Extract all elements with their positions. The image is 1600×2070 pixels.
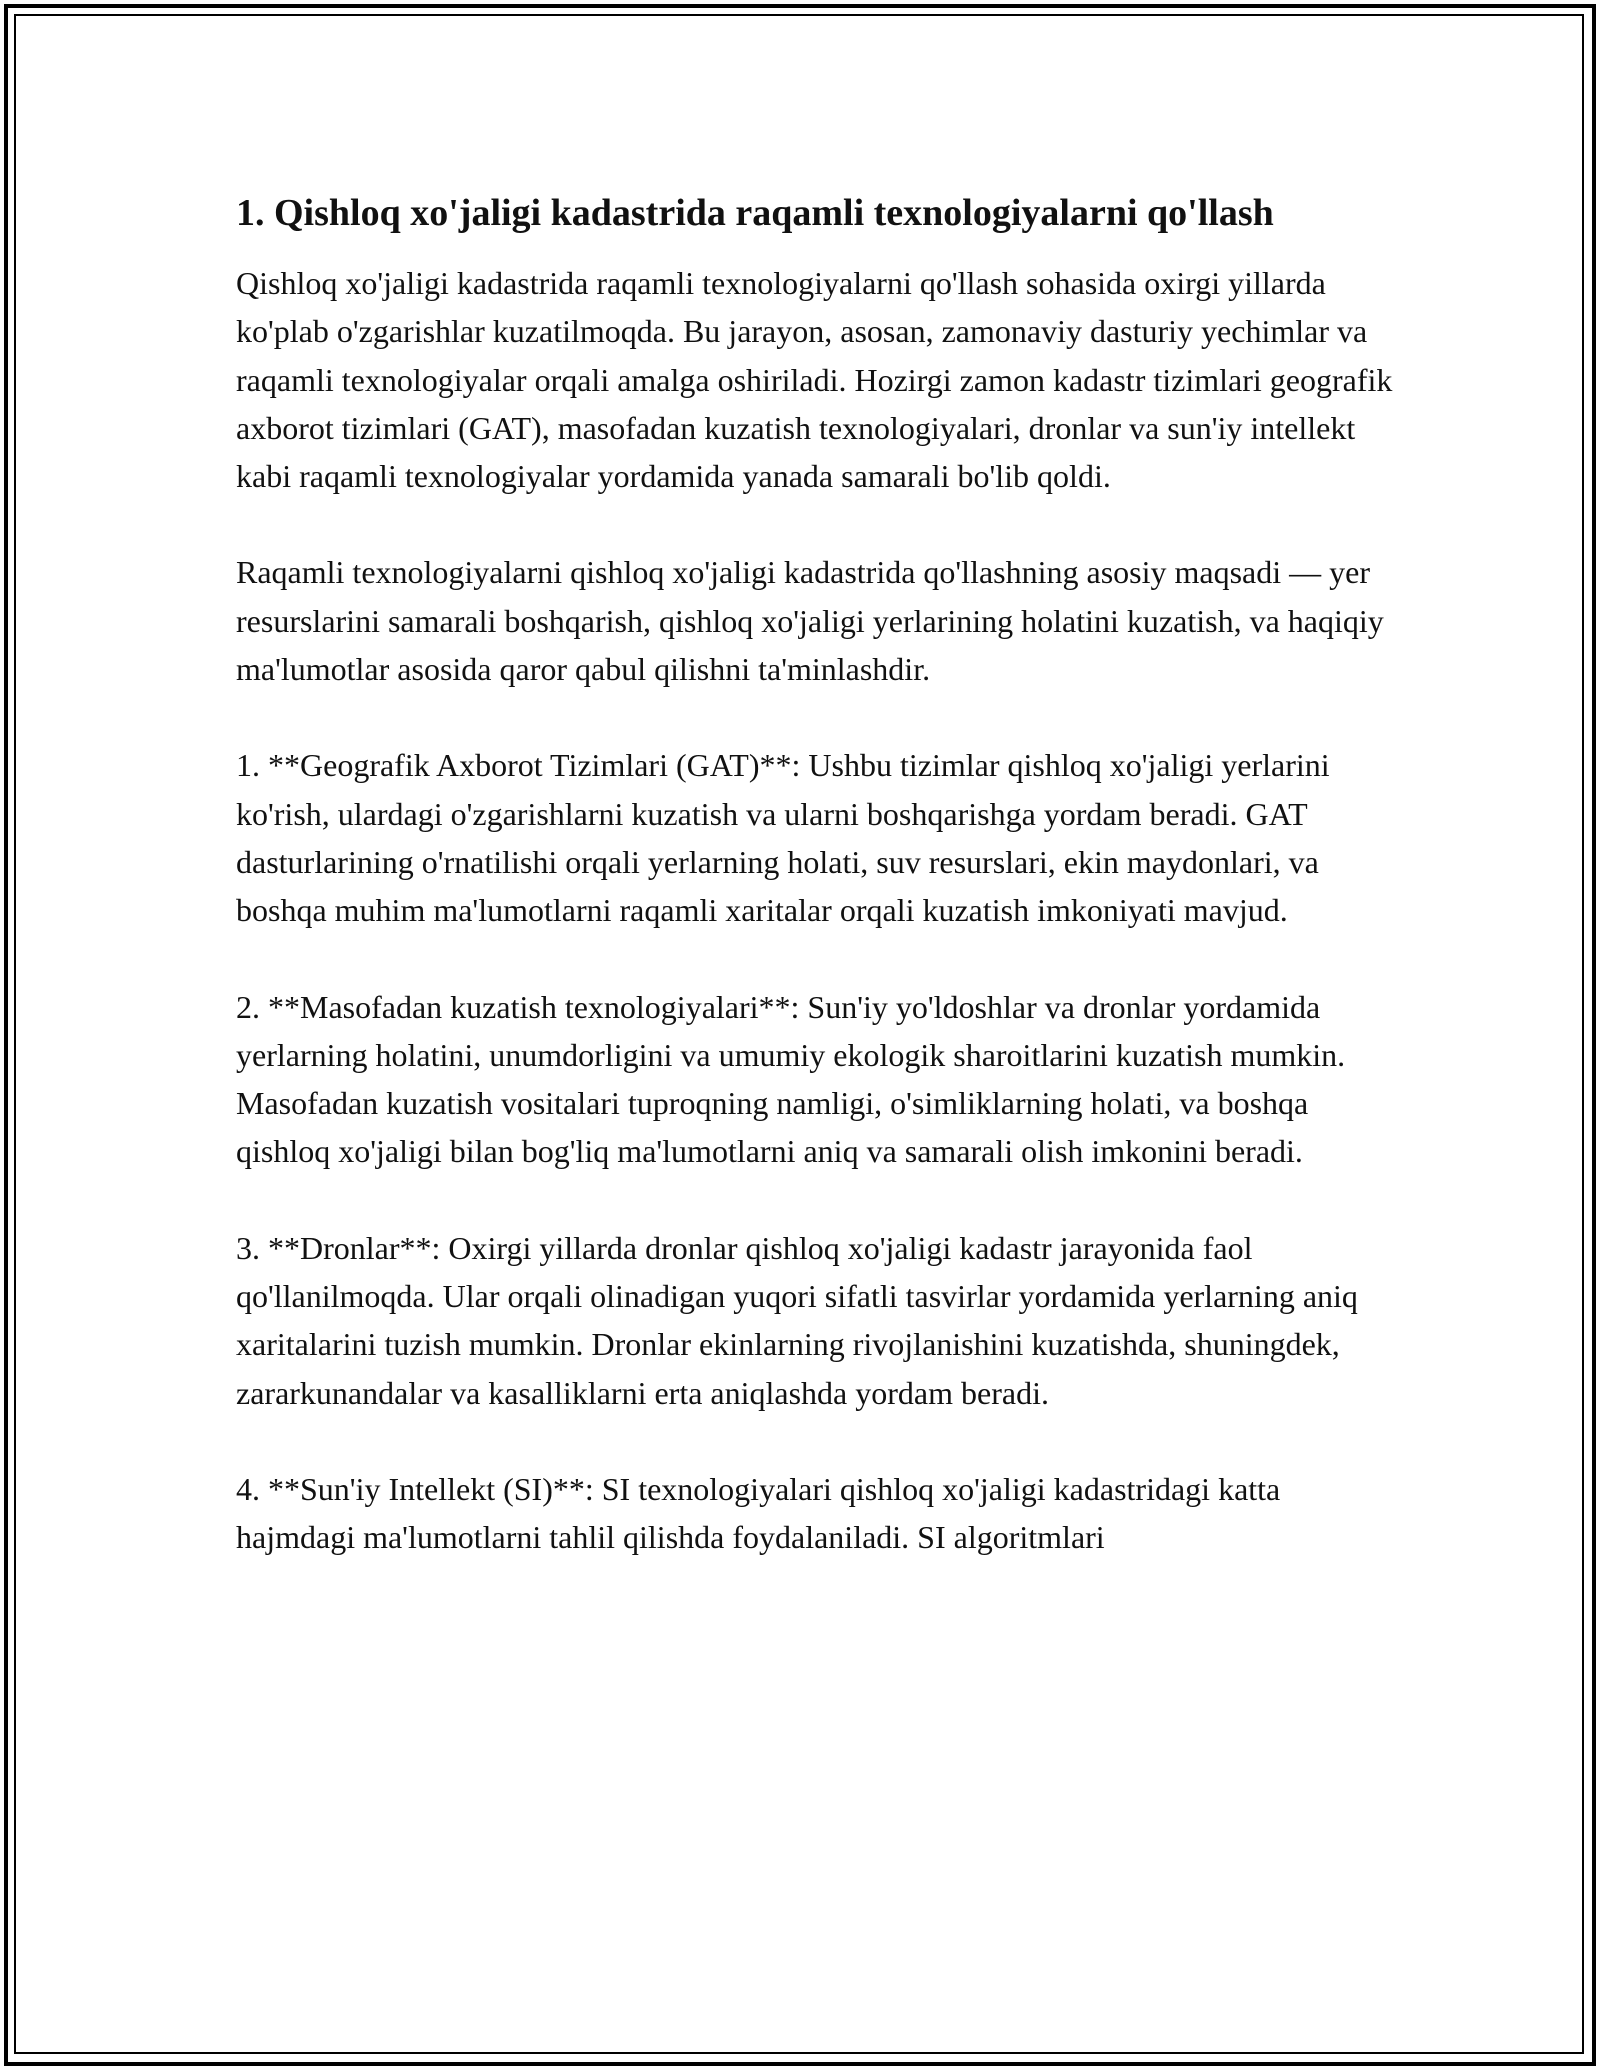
document-title: 1. Qishloq xo'jaligi kadastrida raqamli texnologiyalarni qo'llash <box>236 192 1274 234</box>
paragraph-item-remote-sensing: 2. **Masofadan kuzatish texnologiyalari**: Sun'iy yo'ldoshlar va dronlar yordamida yerlarning holatini, unumdorligini va umumiy ekologik sharoitlarini kuzatish mumkin. Masofadan kuzatish vositalari tuproqning namligi, o'simliklarning holati, va boshqa qishloq xo'jaligi bilan bog'liq ma'lumotlarni aniq va samarali olish imkonini beradi. <box>236 988 1346 1170</box>
document-body <box>236 186 1396 1610</box>
paragraph-item-ai: 4. **Sun'iy Intellekt (SI)**: SI texnologiyalari qishloq xo'jaligi kadastridagi katta hajmdagi ma'lumotlarni tahlil qilishda foydalaniladi. SI algoritmlari <box>236 1470 1281 1556</box>
paragraph-purpose: Raqamli texnologiyalarni qishloq xo'jaligi kadastrida qo'llashning asosiy maqsadi — yer resurslarini samarali boshqarish, qishloq xo'jaligi yerlarining holatini kuzatish, va haqiqiy ma'lumotlar asosida qaror qabul qilishni ta'minlashdir. <box>236 554 1384 688</box>
paragraph-item-gat: 1. **Geografik Axborot Tizimlari (GAT)**: Ushbu tizimlar qishloq xo'jaligi yerlarini ko'rish, ulardagi o'zgarishlarni kuzatish va ularni boshqarishga yordam beradi. GAT dasturlarining o'rnatilishi orqali yerlarning holati, suv resurslari, ekin maydonlari, va boshqa muhim ma'lumotlarni raqamli xaritalar orqali kuzatish imkoniyati mavjud. <box>236 747 1330 929</box>
paragraph-item-drones: 3. **Dronlar**: Oxirgi yillarda dronlar qishloq xo'jaligi kadastr jarayonida faol qo'llanilmoqda. Ular orqali olinadigan yuqori sifatli tasvirlar yordamida yerlarning aniq xaritalarini tuzish mumkin. Dronlar ekinlarning rivojlanishini kuzatishda, shuningdek, zararkunandalar va kasalliklarni erta aniqlashda yordam beradi. <box>236 1229 1358 1411</box>
paragraph-intro: Qishloq xo'jaligi kadastrida raqamli texnologiyalarni qo'llash sohasida oxirgi yillarda ko'plab o'zgarishlar kuzatilmoqda. Bu jarayon, asosan, zamonaviy dasturiy yechimlar va raqamli texnologiyalar orqali amalga oshiriladi. Hozirgi zamon kadastr tizimlari geografik axborot tizimlari (GAT), masofadan kuzatish texnologiyalari, dronlar va sun'iy intellekt kabi raqamli texnologiyalar yordamida yanada samarali bo'lib qoldi. <box>236 265 1393 495</box>
